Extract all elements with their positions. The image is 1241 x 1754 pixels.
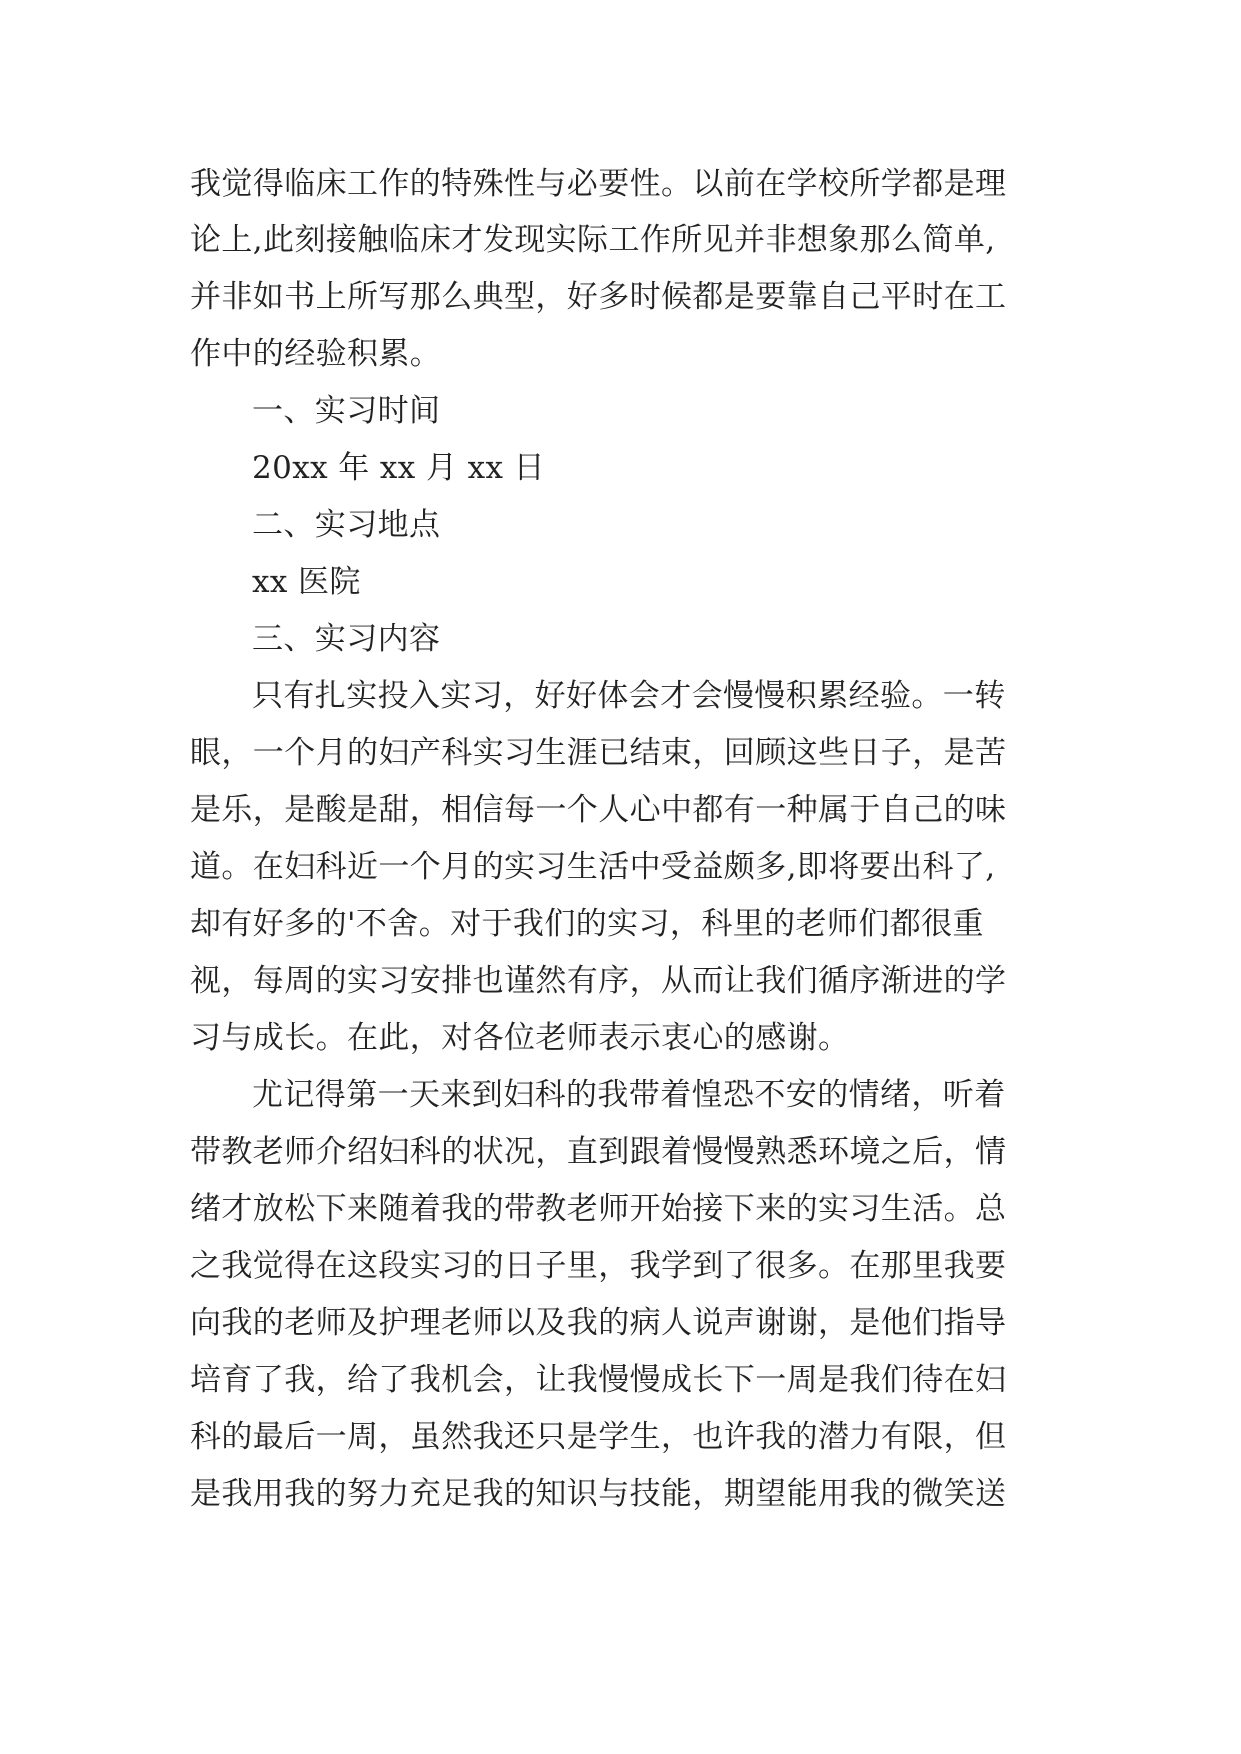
text-line-24: 是我用我的努力充足我的知识与技能，期望能用我的微笑送	[190, 1476, 1007, 1512]
text-line-13: 道。在妇科近一个月的实习生活中受益颇多,即将要出科了,	[190, 849, 996, 885]
text-line-15: 视，每周的实习安排也谨然有序，从而让我们循序渐进的学	[190, 963, 1007, 999]
text-line-21: 向我的老师及护理老师以及我的病人说声谢谢，是他们指导	[190, 1305, 1007, 1341]
text-line-16: 习与成长。在此，对各位老师表示衷心的感谢。	[190, 1020, 850, 1056]
text-line-1: 我觉得临床工作的特殊性与必要性。以前在学校所学都是理	[190, 166, 1007, 202]
text-line-22: 培育了我，给了我机会，让我慢慢成长下一周是我们待在妇	[190, 1362, 1007, 1398]
section-heading-location: 二、实习地点	[252, 507, 441, 543]
internship-location: xx 医院	[252, 564, 361, 600]
text-line-20: 之我觉得在这段实习的日子里，我学到了很多。在那里我要	[190, 1248, 1007, 1284]
text-line-19: 绪才放松下来随着我的带教老师开始接下来的实习生活。总	[190, 1191, 1007, 1227]
section-heading-time: 一、实习时间	[252, 393, 441, 429]
text-line-12: 是乐，是酸是甜，相信每一个人心中都有一种属于自己的味	[190, 792, 1007, 828]
text-line-4: 作中的经验积累。	[190, 336, 442, 372]
text-line-14: 却有好多的'不舍。对于我们的实习，科里的老师们都很重	[190, 906, 984, 942]
text-line-23: 科的最后一周，虽然我还只是学生，也许我的潜力有限，但	[190, 1419, 1007, 1455]
text-line-2: 论上,此刻接触临床才发现实际工作所见并非想象那么简单,	[190, 222, 996, 258]
section-heading-content: 三、实习内容	[252, 621, 441, 657]
text-line-18: 带教老师介绍妇科的状况，直到跟着慢慢熟悉环境之后，情	[190, 1134, 1007, 1170]
text-line-11: 眼，一个月的妇产科实习生涯已结束，回顾这些日子，是苦	[190, 735, 1007, 771]
text-line-3: 并非如书上所写那么典型，好多时候都是要靠自己平时在工	[190, 279, 1007, 315]
internship-date: 20xx 年 xx 月 xx 日	[252, 450, 546, 486]
text-line-17: 尤记得第一天来到妇科的我带着惶恐不安的情绪，听着	[252, 1077, 1006, 1113]
text-line-10: 只有扎实投入实习，好好体会才会慢慢积累经验。一转	[252, 678, 1006, 714]
